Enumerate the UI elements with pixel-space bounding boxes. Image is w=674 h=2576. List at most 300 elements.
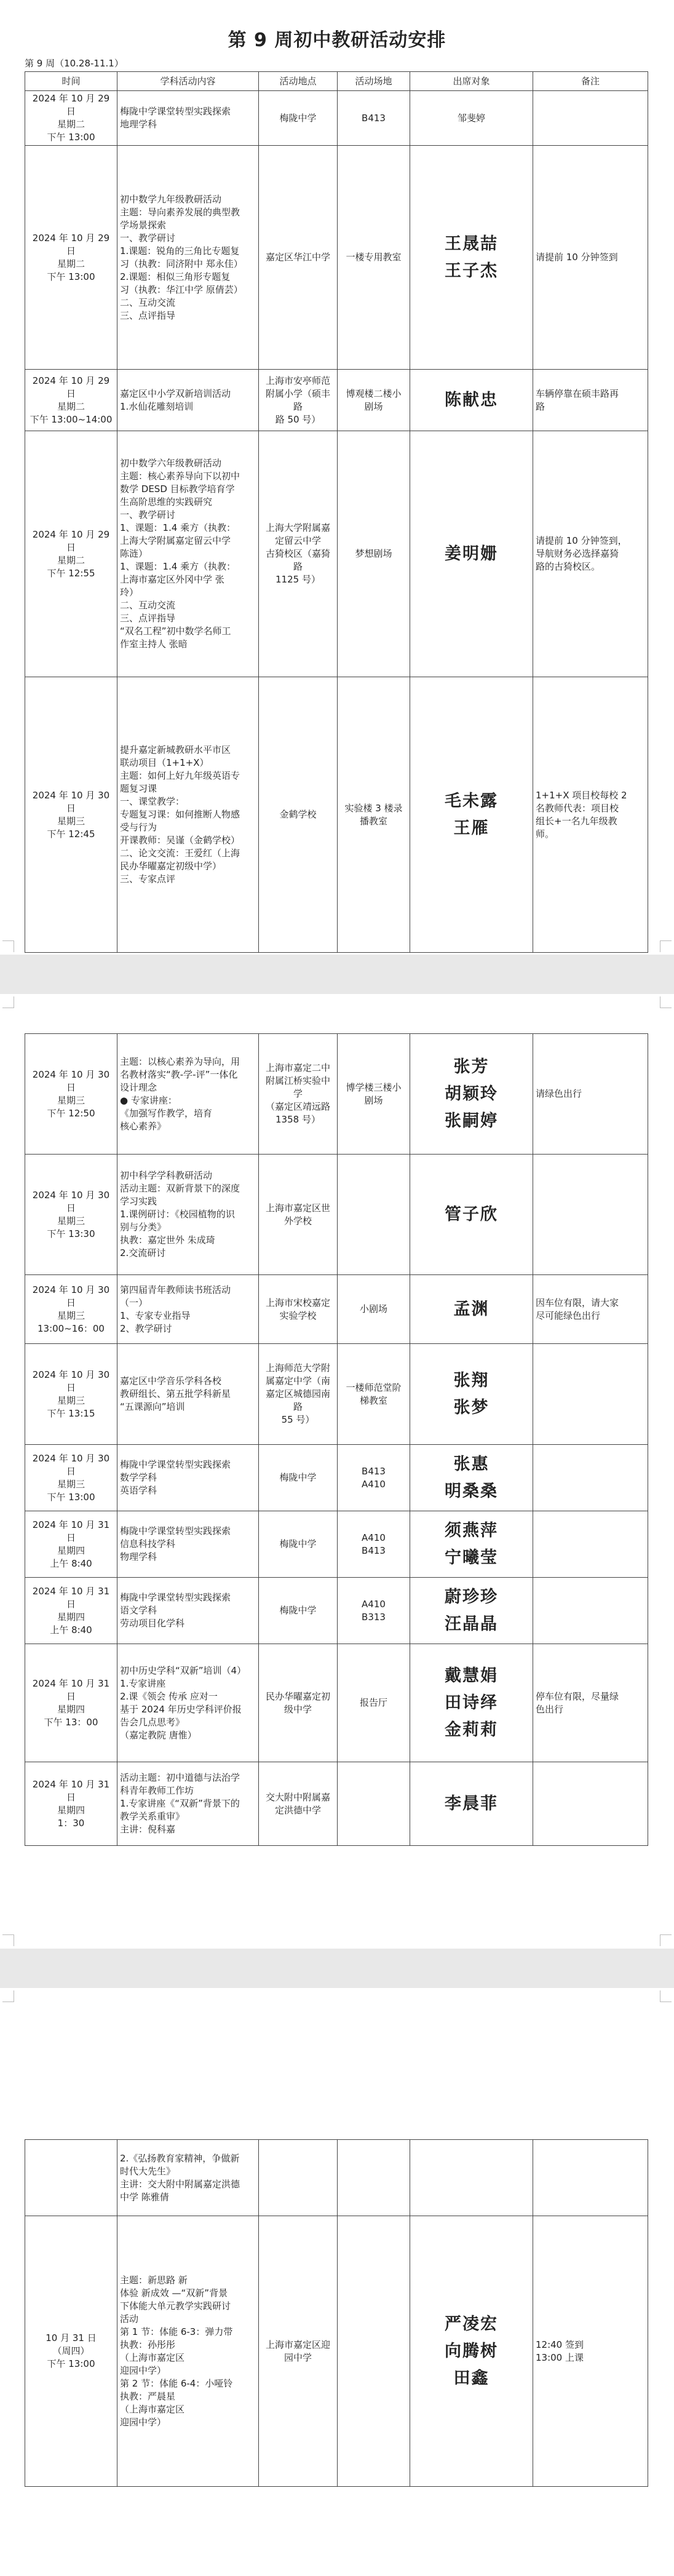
cell-line: 主题：以核心素养为导向，用 (120, 1055, 240, 1067)
cell-line: 梯教室 (359, 1394, 387, 1406)
cell-line: 下午 13:15 (47, 1407, 95, 1419)
cell-line: 主题：新思路 新 (120, 2274, 188, 2286)
venue-cell (338, 1155, 410, 1275)
venue-cell (338, 370, 410, 431)
cell-line: 设计理念 (120, 1081, 157, 1093)
cell-line: 1.专家讲座《“双新”背景下的 (120, 1798, 240, 1809)
attendee-name: 陈献忠 (445, 390, 498, 410)
cell-line: （上海市嘉定区 (120, 2351, 185, 2363)
attendee-name: 王晟喆 (445, 234, 498, 253)
header-attendees: 出席对象 (410, 72, 533, 91)
cell-line: 二、论文交流：王爱红（上海 (120, 848, 240, 859)
location-cell (259, 1511, 338, 1578)
cell-line: 2.交流研讨 (120, 1247, 166, 1258)
table-row (25, 1155, 648, 1275)
note-cell (533, 1445, 648, 1511)
content-cell (117, 677, 259, 953)
attendee-name: 明桑桑 (445, 1481, 498, 1501)
cell-line: （上海市嘉定区 (120, 2403, 185, 2415)
cell-line: 星期三 (57, 815, 85, 827)
cell-line: 梅陇中学 (279, 112, 317, 124)
cell-line: 梅陇中学课堂转型实践探索 (120, 1459, 231, 1470)
note-cell (533, 1155, 648, 1275)
cell-line: 55 号） (281, 1414, 315, 1425)
table-row (25, 146, 648, 370)
schedule-table-part-3 (25, 2139, 648, 2487)
time-cell (25, 146, 117, 370)
page-2 (0, 994, 674, 1949)
venue-cell (338, 91, 410, 146)
cell-line: 初中科学学科教研活动 (120, 1170, 213, 1181)
table-row (25, 1344, 648, 1445)
attendees-cell (410, 1445, 533, 1511)
cell-line: 2024 年 10 月 31 日 (32, 1585, 110, 1610)
attendee-name: 须燕萍 (445, 1521, 498, 1540)
cell-line: 上海市宋校嘉定 (265, 1297, 330, 1308)
cell-line: 2024 年 10 月 30 日 (32, 1068, 110, 1093)
cell-line: 执教：严晨星 (120, 2390, 176, 2402)
cell-line: 1：30 (57, 1817, 85, 1829)
cell-line: 星期三 (57, 1310, 85, 1321)
attendee-name: 张嗣婷 (445, 1111, 498, 1131)
cell-line: 执教：嘉定世外 朱成琦 (120, 1234, 215, 1246)
cell-line: 1.水仙花雕刻培训 (120, 400, 194, 412)
cell-line: 1、课题：1.4 乘方（执教： (120, 561, 236, 572)
cell-line: B413 (362, 1544, 386, 1556)
cell-line: 上海市嘉定二中 (265, 1062, 330, 1073)
cell-line: 名教师代表：项目校 (536, 802, 619, 814)
time-cell (25, 91, 117, 146)
cell-line: 园中学 (283, 2351, 312, 2363)
cell-line: B413 (362, 1465, 386, 1477)
cell-line: 活动 (120, 2313, 139, 2324)
attendee-name: 戴慧娟 (445, 1666, 498, 1685)
cell-line: 1.课例研讨：《校园植物的识 (120, 1209, 235, 1220)
venue-cell (338, 2216, 410, 2487)
cell-line: 下午 13:00~14:00 (30, 413, 113, 425)
location-cell (259, 677, 338, 953)
table-row (25, 1445, 648, 1511)
content-cell (117, 1344, 259, 1445)
cell-line: 上海大学附属嘉定留云中学 (120, 535, 231, 546)
cell-line: 停车位有限，尽量绿 (536, 1690, 619, 1702)
venue-cell (338, 1644, 410, 1762)
content-cell (117, 2216, 259, 2487)
attendees-cell (410, 1762, 533, 1846)
cell-line: 一、教学研讨 (120, 509, 176, 520)
cell-line: 一、课堂教学： (120, 796, 185, 807)
cell-line: 学 (293, 1088, 303, 1099)
table-row (25, 2140, 648, 2216)
cell-line: （嘉定区靖远路 (265, 1101, 330, 1112)
cell-line: 2024 年 10 月 30 日 (32, 1284, 110, 1308)
cell-line: 别与分类》 (120, 1222, 167, 1233)
attendee-name: 向腾树 (445, 2341, 498, 2361)
attendees-cell (410, 431, 533, 677)
location-cell (259, 1155, 338, 1275)
cell-line: 梅陇中学课堂转型实践探索 (120, 1525, 231, 1536)
note-cell (533, 1762, 648, 1846)
time-cell (25, 431, 117, 677)
cell-line: ● 专家讲座： (120, 1094, 177, 1106)
attendees-cell (410, 1275, 533, 1344)
attendee-name: 张翔 (453, 1370, 490, 1390)
cell-line: 劳动项目化学科 (120, 1618, 185, 1629)
venue-cell (338, 677, 410, 953)
attendees-cell (410, 1034, 533, 1155)
attendee-name: 姜明姗 (445, 544, 498, 563)
attendee-name: 邹斐婷 (457, 112, 485, 124)
attendee-name: 胡颖玲 (445, 1084, 498, 1103)
cell-line: 下午 13:00 (47, 132, 95, 143)
cell-line: 1.专家讲座 (120, 1677, 166, 1689)
cell-line: 习（执教：华江中学 原倩芸） (120, 284, 243, 295)
cell-line: 实验楼 3 楼录 (344, 802, 403, 814)
cell-line: 路 50 号） (275, 413, 321, 425)
content-cell (117, 1155, 259, 1275)
content-cell (117, 91, 259, 146)
cell-line: 因车位有限，请大家 (536, 1297, 619, 1308)
cell-line: 12:40 签到 (536, 2339, 584, 2350)
cell-line: 剧场 (364, 1094, 383, 1106)
table-row (25, 1762, 648, 1846)
cell-line: 10 月 31 日 (46, 2332, 97, 2343)
cell-line: 1358 号） (276, 1114, 320, 1125)
cell-line: 专题复习课：如何推断人物感 (120, 809, 240, 820)
attendee-name: 蔚珍珍 (445, 1587, 498, 1607)
cell-line: 路的古猗校区。 (536, 561, 601, 572)
cell-line: 星期三 (57, 1094, 85, 1106)
cell-line: 2024 年 10 月 29 日 (32, 93, 110, 117)
cell-line: 定留云中学 (274, 535, 321, 546)
time-cell (25, 1275, 117, 1344)
location-cell (259, 370, 338, 431)
cell-line: 上午 8:40 (50, 1624, 92, 1636)
cell-line: 初中数学六年级教研活动 (120, 458, 222, 469)
attendees-cell (410, 2216, 533, 2487)
cell-line: 星期三 (57, 1478, 85, 1490)
cell-line: 提升嘉定新城教研水平市区 (120, 744, 231, 755)
attendee-name: 田鑫 (453, 2368, 490, 2388)
cell-line: 活动主题：初中道德与法治学 (120, 1772, 240, 1783)
location-cell (259, 1644, 338, 1762)
table-row (25, 1578, 648, 1644)
note-cell (533, 2140, 648, 2216)
cell-line: 梅陇中学课堂转型实践探索 (120, 106, 231, 117)
content-cell (117, 1034, 259, 1155)
cell-line: 主题：如何上好九年级英语专 (120, 770, 240, 781)
note-cell (533, 1511, 648, 1578)
page-title: 第 9 周初中教研活动安排 (228, 30, 446, 51)
cell-line: 学场景探索 (120, 219, 167, 231)
cell-line: 语文学科 (120, 1605, 157, 1616)
cell-line: 属嘉定中学（南 (265, 1375, 330, 1386)
time-cell (25, 1445, 117, 1511)
attendees-cell (410, 146, 533, 370)
table-header-row (25, 72, 648, 91)
cell-line: 2024 年 10 月 30 日 (32, 789, 110, 814)
cell-line: 上海市嘉定区迎 (265, 2339, 330, 2350)
cell-line: 下午 12:50 (47, 1107, 95, 1119)
cell-line: 初中数学九年级教研活动 (120, 193, 222, 205)
cell-line: “五课源向”培训 (120, 1401, 185, 1412)
note-cell (533, 2216, 648, 2487)
time-cell (25, 1155, 117, 1275)
time-cell (25, 2140, 117, 2216)
cell-line: 1.课题：锐角的三角比专题复 (120, 245, 240, 256)
cell-line: 2.课《领会 传承 应对一 (120, 1690, 218, 1702)
cell-line: 主题：导向素养发展的典型教 (120, 206, 240, 218)
venue-cell (338, 1445, 410, 1511)
note-cell (533, 1275, 648, 1344)
cell-line: 数学 DESD 目标教学培育学 (120, 483, 235, 495)
cell-line: 二、互动交流 (120, 600, 176, 611)
cell-line: 星期四 (57, 1804, 85, 1816)
content-cell (117, 1578, 259, 1644)
cell-line: 信息科技学科 (120, 1538, 176, 1549)
cell-line: 星期三 (57, 1215, 85, 1226)
table-row (25, 370, 648, 431)
content-cell (117, 1762, 259, 1846)
cell-line: 物理学科 (120, 1551, 157, 1562)
cell-line: A410 (362, 1478, 386, 1490)
cell-line: 第四届青年教师读书班活动 (120, 1284, 231, 1295)
cell-line: 1、专家专业指导 (120, 1310, 191, 1321)
header-time: 时间 (25, 72, 117, 91)
cell-line: 组长+一名九年级教 (536, 815, 617, 827)
cell-line: 2024 年 10 月 30 日 (32, 1189, 110, 1214)
cell-line: 梅陇中学课堂转型实践探索 (120, 1592, 231, 1603)
table-row (25, 1644, 648, 1762)
location-cell (259, 431, 338, 677)
cell-line: 请提前 10 分钟签到， (536, 535, 627, 546)
cell-line: A410 (362, 1598, 386, 1610)
cell-line: 嘉定区中学音乐学科各校 (120, 1375, 222, 1386)
location-cell (259, 1344, 338, 1445)
note-cell (533, 1344, 648, 1445)
location-cell (259, 1034, 338, 1155)
cell-line: 活动主题：双新背景下的深度 (120, 1183, 240, 1194)
time-cell (25, 1578, 117, 1644)
cell-line: 主讲：交大附中附属嘉定洪德 (120, 2178, 240, 2190)
cell-line: 2、教学研讨 (120, 1322, 172, 1334)
content-cell (117, 2140, 259, 2216)
cell-line: 交大附中附属嘉 (265, 1791, 330, 1803)
cell-line: 博学楼三楼小 (346, 1081, 402, 1093)
cell-line: （周四） (52, 2345, 90, 2356)
cell-line: 色出行 (536, 1703, 564, 1715)
cell-line: 一、教学研讨 (120, 232, 176, 244)
venue-cell (338, 1344, 410, 1445)
attendee-name: 严凌宏 (445, 2314, 498, 2334)
time-cell (25, 677, 117, 953)
table-row (25, 1034, 648, 1155)
cell-line: 三、点评指导 (120, 309, 176, 321)
attendee-name: 张惠 (453, 1454, 490, 1474)
cell-line: 1+1+X 项目校每校 2 (536, 789, 627, 801)
table-row (25, 1275, 648, 1344)
time-cell (25, 1644, 117, 1762)
table-row (25, 91, 648, 146)
cell-line: 玲） (120, 587, 139, 598)
cell-line: 车辆停靠在硕丰路再 (536, 388, 619, 399)
cell-line: 导航财务必选择嘉猗 (536, 548, 619, 559)
cell-line: 基于 2024 年历史学科评价报 (120, 1703, 242, 1715)
location-cell (259, 1275, 338, 1344)
content-cell (117, 146, 259, 370)
cell-line: 主讲：倪科嘉 (120, 1824, 176, 1835)
cell-line: 教研组长、第五批学科新星 (120, 1388, 231, 1399)
cell-line: 题复习课 (120, 783, 157, 794)
note-cell (533, 1644, 648, 1762)
cell-line: 路 (536, 400, 545, 412)
cell-line: 1、课题：1.4 乘方（执教： (120, 522, 236, 533)
content-cell (117, 1644, 259, 1762)
location-cell (259, 2216, 338, 2487)
cell-line: 请提前 10 分钟签到 (536, 252, 618, 263)
table-row (25, 431, 648, 677)
attendees-cell (410, 677, 533, 953)
schedule-table-part-2 (25, 1033, 648, 1846)
time-cell (25, 1344, 117, 1445)
table-row (25, 1511, 648, 1578)
location-cell (259, 1762, 338, 1846)
attendees-cell (410, 1644, 533, 1762)
cell-line: 请绿色出行 (536, 1088, 582, 1099)
cell-line: 星期四 (57, 1611, 85, 1623)
cell-line: 嘉定区中小学双新培训活动 (120, 388, 231, 399)
cell-line: 2.课题：相似三角形专题复 (120, 271, 231, 282)
cell-line: 习（执教：同济附中 郑永佳） (120, 258, 243, 269)
venue-cell (338, 1034, 410, 1155)
cell-line: 梅陇中学 (279, 1605, 317, 1616)
cell-line: 2024 年 10 月 30 日 (32, 1369, 110, 1393)
cell-line: 上海市安亭师范 (265, 375, 330, 386)
page-3 (0, 1988, 674, 2576)
cell-line: 作室主持人 张暗 (120, 638, 188, 650)
cell-line: 第 1 节：体能 6-3：弹力带 (120, 2326, 233, 2337)
cell-line: 上海市嘉定区世外学校 (265, 1202, 330, 1226)
venue-cell (338, 2140, 410, 2216)
cell-line: 剧场 (364, 400, 383, 412)
cell-line: 上午 8:40 (50, 1557, 92, 1569)
cell-line: 星期二 (57, 400, 85, 412)
attendee-name: 张芳 (453, 1057, 490, 1076)
cell-line: 古猗校区（嘉猗路 (265, 548, 330, 572)
cell-line: 《加强写作教学，培育 (120, 1107, 213, 1119)
cell-line: 博观楼二楼小 (346, 388, 402, 399)
attendee-name: 孟渊 (453, 1299, 490, 1319)
content-cell (117, 1275, 259, 1344)
note-cell (533, 1578, 648, 1644)
location-cell (259, 91, 338, 146)
attendees-cell (410, 1155, 533, 1275)
cell-line: 初中历史学科“双新”培训（4） (120, 1664, 247, 1676)
time-cell (25, 2216, 117, 2487)
cell-line: 上海师范大学附 (265, 1362, 330, 1373)
venue-cell (338, 1578, 410, 1644)
cell-line: 主题：核心素养导向下以初中 (120, 471, 240, 482)
cell-line: 金鹤学校 (279, 809, 317, 820)
attendee-name: 李晨菲 (445, 1794, 498, 1813)
cell-line: 2024 年 10 月 30 日 (32, 1452, 110, 1477)
attendee-name: 金莉莉 (445, 1720, 498, 1739)
cell-line: 1125 号） (276, 574, 320, 585)
attendee-name: 管子欣 (445, 1204, 498, 1224)
cell-line: 星期四 (57, 1544, 85, 1556)
location-cell (259, 1578, 338, 1644)
cell-line: 数学学科 (120, 1472, 157, 1483)
cell-line: 小剧场 (359, 1303, 387, 1314)
cell-line: 13:00 上课 (536, 2351, 584, 2363)
attendee-name: 宁曦莹 (445, 1548, 498, 1567)
schedule-table-part-1 (25, 71, 648, 953)
attendee-name: 王雁 (453, 818, 490, 838)
cell-line: 播教室 (359, 815, 387, 827)
cell-line: 下午 13:00 (47, 271, 95, 282)
cell-line: 生高阶思维的实践研究 (120, 496, 213, 507)
attendees-cell (410, 370, 533, 431)
cell-line: 迎园中学） (120, 2364, 167, 2376)
cell-line: 梅陇中学 (279, 1538, 317, 1549)
cell-line: 定洪德中学 (274, 1804, 321, 1816)
attendee-name: 田诗绎 (445, 1693, 498, 1712)
cell-line: 二、互动交流 (120, 296, 176, 308)
venue-cell (338, 431, 410, 677)
cell-line: 2024 年 10 月 29 日 (32, 375, 110, 399)
cell-line: 星期二 (57, 554, 85, 566)
cell-line: 地理学科 (120, 119, 157, 130)
cell-line: 星期三 (57, 1394, 85, 1406)
cell-line: 下午 13:00 (47, 1491, 95, 1503)
cell-line: 体验 新成效 —“双新”背景 (120, 2287, 228, 2299)
cell-line: 尽可能绿色出行 (536, 1310, 601, 1321)
cell-line: 上海大学附属嘉 (265, 522, 330, 533)
cell-line: 开课教师：吴谨（金鹤学校） (120, 835, 240, 846)
cell-line: （一） (120, 1297, 148, 1308)
content-cell (117, 370, 259, 431)
cell-line: 嘉定区城德园南路 (265, 1388, 330, 1412)
venue-cell (338, 1762, 410, 1846)
cell-line: 名教材落实“教-学-评”一体化 (120, 1068, 238, 1080)
location-cell (259, 146, 338, 370)
cell-line: 2024 年 10 月 31 日 (32, 1778, 110, 1803)
note-cell (533, 146, 648, 370)
attendee-name: 王子杰 (445, 261, 498, 280)
location-cell (259, 1445, 338, 1511)
note-cell (533, 1034, 648, 1155)
cell-line: 联动项目（1+1+X） (120, 757, 209, 768)
table-row (25, 677, 648, 953)
cell-line: 核心素养》 (120, 1120, 167, 1132)
cell-line: 2.《弘扬教育家精神，争做新 (120, 2152, 240, 2164)
note-cell (533, 677, 648, 953)
attendees-cell (410, 91, 533, 146)
time-cell (25, 1511, 117, 1578)
cell-line: 2024 年 10 月 29 日 (32, 528, 110, 553)
cell-line: 中学 陈雅倩 (120, 2191, 169, 2203)
header-note: 备注 (533, 72, 648, 91)
cell-line: （嘉定教院 唐惟） (120, 1729, 197, 1741)
cell-line: 级中学 (283, 1703, 312, 1715)
cell-line: 嘉定区华江中学 (265, 252, 330, 263)
cell-line: 三、点评指导 (120, 613, 176, 624)
content-cell (117, 1511, 259, 1578)
venue-cell (338, 1275, 410, 1344)
cell-line: B313 (362, 1611, 386, 1623)
cell-line: B413 (362, 112, 386, 124)
cell-line: 2024 年 10 月 29 日 (32, 232, 110, 256)
